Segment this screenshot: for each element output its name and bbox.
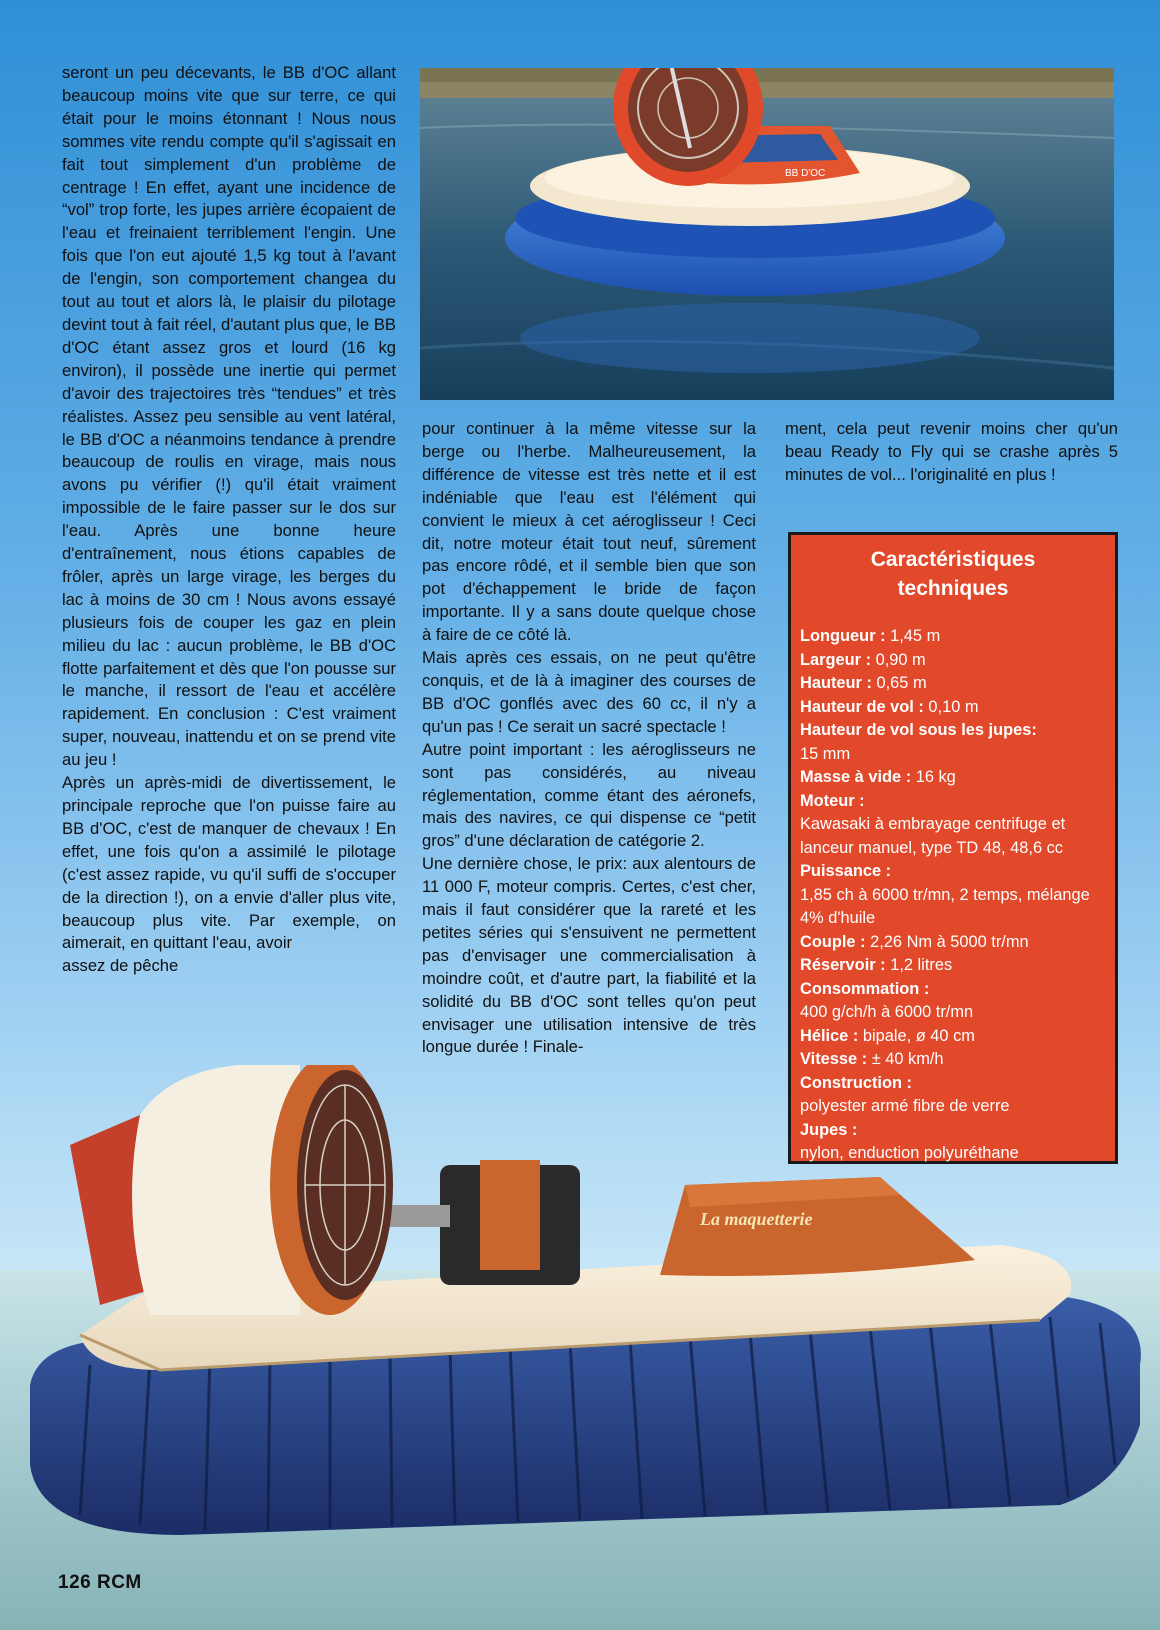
spec-value: 0,90 m xyxy=(875,650,926,669)
spec-row xyxy=(800,860,1112,931)
hovercraft-top-illustration xyxy=(420,68,1114,400)
spec-label: Vitesse : xyxy=(800,1050,872,1068)
spec-value: Kawasaki à embrayage centrifuge et lanceur manuel, type TD 48, 48,6 cc xyxy=(800,815,1066,857)
spec-label: Moteur : xyxy=(800,791,865,810)
spec-row xyxy=(800,649,1112,673)
page-footer xyxy=(58,1572,142,1594)
paragraph: Une dernière chose, le prix: aux alentours de 11 000 F, moteur compris. Certes, c'est cher, mais il faut considérer que la rareté et les petites séries qui s'ensuivent ne permettent pas d'envisager une commercialisation à moindre coût, et d'autre part, la fiabilité et la solidité du BB d'OC sont telles qu'on peut envisager une utilisation intensive de très longue durée ! Finale- xyxy=(422,854,756,1057)
article-column-3 xyxy=(785,418,1118,487)
article-column-2 xyxy=(422,418,756,1059)
hull-text: BB D'OC xyxy=(785,168,826,179)
spec-value: 0,10 m xyxy=(928,697,979,716)
spec-label: Construction : xyxy=(800,1073,912,1092)
spec-row xyxy=(800,978,1112,1025)
spec-value: 0,65 m xyxy=(876,674,927,692)
spec-row xyxy=(800,790,1112,861)
page-number: 126 xyxy=(58,1572,92,1593)
spec-value: polyester armé fibre de verre xyxy=(800,1097,1010,1115)
spec-row xyxy=(800,954,1112,978)
spec-label: Longueur : xyxy=(800,627,891,645)
photo-hovercraft-closeup xyxy=(0,1065,1160,1630)
spec-label: Hauteur : xyxy=(800,674,877,692)
spec-label: Consommation : xyxy=(800,979,930,998)
spec-value: 1,2 litres xyxy=(890,956,953,974)
specs-title: Caractéristiques techniques xyxy=(870,548,1036,600)
spec-value: 15 mm xyxy=(800,744,851,763)
magazine-name: RCM xyxy=(96,1572,142,1593)
spec-row xyxy=(800,672,1112,696)
spec-value: nylon, enduction polyuréthane xyxy=(800,1144,1019,1162)
spec-value: 16 kg xyxy=(915,768,956,786)
article-column-1 xyxy=(62,62,396,978)
spec-label: Hauteur de vol : xyxy=(800,697,929,716)
paragraph: ment, cela peut revenir moins cher qu'un beau Ready to Fly qui se crashe après 5 minutes de vol... l'originalité en plus ! xyxy=(785,419,1118,484)
paragraph: assez de pêche xyxy=(62,956,179,976)
hovercraft-bottom-illustration xyxy=(0,1065,1160,1630)
spec-label: Masse à vide : xyxy=(800,768,916,786)
spec-value: 1,45 m xyxy=(890,627,941,645)
spec-label: Jupes : xyxy=(800,1120,858,1139)
spec-row xyxy=(800,625,1112,649)
logo-text: La maquetterie xyxy=(700,1209,813,1229)
spec-label: Largeur : xyxy=(800,650,876,669)
spec-row xyxy=(800,696,1112,720)
spec-value: 1,85 ch à 6000 tr/mn, 2 temps, mélange 4% d'huile xyxy=(800,885,1090,927)
paragraph: pour continuer à la même vitesse sur la berge ou l'herbe. Malheureusement, la différence de vitesse est très nette et il est indéniable que l'eau est l'élément qui convient le mieux à cet aéroglisseur ! Ceci dit, notre moteur était tout neuf, sûrement pas encore rôdé, et il semble bien que son pot d'échappement le bride de façon importante. Il y a sans doute quelque chose à faire de ce côté là. xyxy=(422,419,756,645)
photo-hovercraft-on-lake xyxy=(420,68,1114,400)
spec-row xyxy=(800,719,1112,766)
spec-label: Hauteur de vol sous les jupes: xyxy=(800,721,1037,739)
spec-value: 2,26 Nm à 5000 tr/mn xyxy=(870,932,1029,951)
spec-label: Puissance : xyxy=(800,862,892,880)
spec-label: Couple : xyxy=(800,932,871,951)
paragraph: Après un après-midi de divertissement, le principale reproche que l'on puisse faire au BB d'OC, c'est de manquer de chevaux ! En effet, une fois qu'on a assimilé le pilotage (c'est assez rapide, vu qu'il suffi de s'occuper de la direction !), on a envie d'aller plus vite, beaucoup plus vite. Par exemple, on aimerait, en quittant l'eau, avoir xyxy=(62,773,396,953)
paragraph: seront un peu décevants, le BB d'OC allant beaucoup moins vite que sur terre, ce qui était pour le moins étonnant ! Nous nous sommes vite rendu compte qu'il s'agissait en fait tout simplement d'un problème de centrage ! En effet, ayant une incidence de “vol” trop forte, les jupes arrière écopaient de l'eau et freinaient terriblement l'engin. Une fois que l'on eut ajouté 1,5 kg tout à l'avant de l'engin, son comportement changea du tout au tout et alors là, le plaisir du pilotage devint tout à fait réel, d'autant plus que, le BB d'OC étant assez gros et lourd (16 kg environ), il possède une inertie qui permet d'avoir des trajectoires très “tendues” et très réalistes. Assez peu sensible au vent latéral, le BB d'OC a néanmoins tendance à prendre beaucoup de roulis en virage, mais nous avons pu vérifier (!) qu'il était vraiment impossible de le faire passer sur le dos sur l'eau. Après une bonne heure d'entraînement, nous étions capables de frôler, après un large virage, les berges du lac à moins de 30 cm ! Nous avons essayé plusieurs fois de couper les gaz en plein milieu du lac : aucun problème, le BB d'OC flotte parfaitement et dès que l'on pousse sur le manche, il ressort de l'eau et accélère rapidement. En conclusion : C'est vraiment super, nouveau, inattendu et on se prend vite au jeu ! xyxy=(62,63,396,770)
spec-value: bipale, ø 40 cm xyxy=(862,1026,975,1045)
spec-row xyxy=(800,766,1112,790)
spec-value: 400 g/ch/h à 6000 tr/mn xyxy=(800,1003,974,1021)
spec-row xyxy=(800,1025,1112,1049)
spec-row xyxy=(800,931,1112,955)
spec-label: Hélice : xyxy=(800,1026,863,1045)
spec-value: ± 40 km/h xyxy=(871,1050,944,1068)
paragraph: Autre point important : les aéroglisseurs ne sont pas considérés, au niveau réglementation, comme étant des aéronefs, mais des navires, ce qui dispense ce “petit gros” d'une déclaration de catégorie 2. xyxy=(422,739,756,851)
spec-label: Réservoir : xyxy=(800,956,891,974)
paragraph: Mais après ces essais, on ne peut qu'être conquis, et de là à imaginer des courses de BB d'OC gonflés avec des 60 cc, il n'y a qu'un pas ! Ce serait un sacré spectacle ! xyxy=(422,648,756,736)
